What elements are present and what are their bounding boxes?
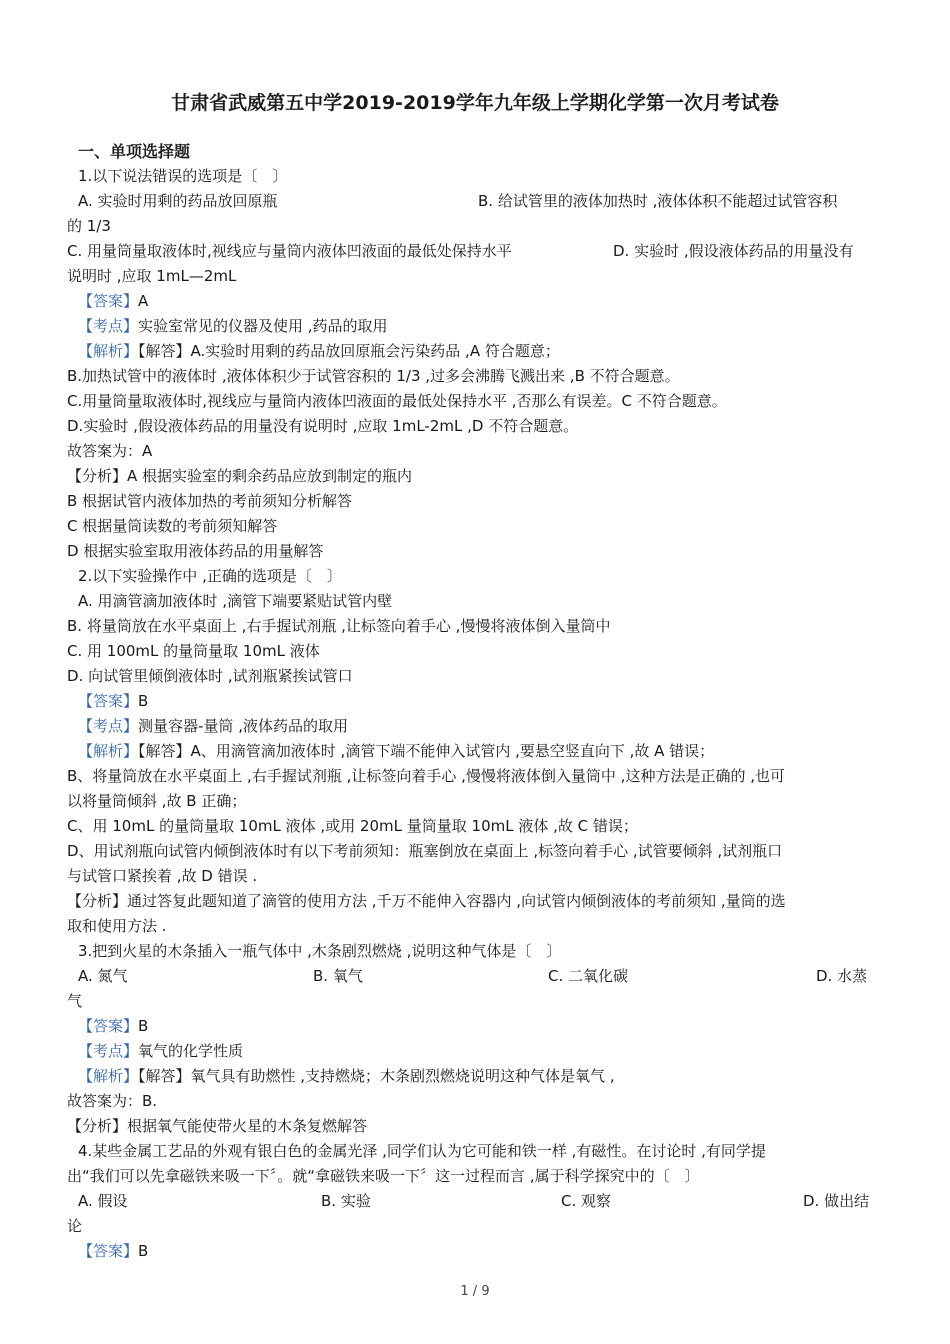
answer-tag: 【答案】 bbox=[78, 1017, 139, 1035]
q1-options-row2 bbox=[67, 241, 887, 261]
q1-answer bbox=[78, 291, 898, 311]
q2-analysis-line: D、用试剂瓶向试管内倾倒液体时有以下考前须知：瓶塞倒放在桌面上 ,标签向着手心 ,试管要倾斜 ,试剂瓶口 bbox=[67, 842, 783, 860]
q4-options-row bbox=[67, 1191, 887, 1211]
q4-option-d-cont: 论 bbox=[67, 1217, 83, 1235]
answer-tag: 【答案】 bbox=[78, 1242, 139, 1260]
q3-stem: 3.把到火星的木条插入一瓶气体中 ,木条剧烈燃烧 ,说明这种气体是〔 〕 bbox=[78, 942, 562, 960]
q3-option-d: D. 水蒸 bbox=[816, 967, 868, 985]
page-number: 1 / 9 bbox=[460, 1284, 490, 1299]
analysis-tag: 【解析】 bbox=[78, 742, 139, 760]
q1-option-c: C. 用量筒量取液体时,视线应与量筒内液体凹液面的最低处保持水平 bbox=[67, 242, 512, 260]
q3-option-b: B. 氧气 bbox=[313, 967, 363, 985]
q4-option-c: C. 观察 bbox=[561, 1192, 612, 1210]
q1-stem: 1.以下说法错误的选项是〔 〕 bbox=[78, 167, 288, 185]
point-tag: 【考点】 bbox=[78, 317, 139, 335]
q1-analysis-line: 【分析】A 根据实验室的剩余药品应放到制定的瓶内 bbox=[67, 467, 413, 485]
q3-analysis-line: 故答案为：B. bbox=[67, 1092, 158, 1110]
q3-analysis-text: 【解答】氧气具有助燃性 ,支持燃烧；木条剧烈燃烧说明这种气体是氧气 , bbox=[138, 1067, 615, 1085]
q1-analysis-line: B.加热试管中的液体时 ,液体体积少于试管容积的 1/3 ,过多会沸腾飞溅出来 ,B 不符合题意。 bbox=[67, 367, 680, 385]
q2-analysis-line: 【分析】通过答复此题知道了滴管的使用方法 ,千万不能伸入容器内 ,向试管内倾倒液体的考前须知 ,量筒的选 bbox=[67, 892, 786, 910]
q1-point-text: 实验室常见的仪器及使用 ,药品的取用 bbox=[138, 317, 388, 335]
answer-tag: 【答案】 bbox=[78, 692, 139, 710]
q2-stem: 2.以下实验操作中 ,正确的选项是〔 〕 bbox=[78, 567, 342, 585]
point-tag: 【考点】 bbox=[78, 1042, 139, 1060]
q2-analysis-line: 以将量筒倾斜 ,故 B 正确； bbox=[67, 792, 247, 810]
q1-options-row1 bbox=[67, 191, 887, 211]
q3-option-d-cont: 气 bbox=[67, 992, 83, 1010]
q2-analysis-line: 取和使用方法 . bbox=[67, 917, 167, 935]
q1-option-b: B. 给试管里的液体加热时 ,液体体积不能超过试管容积 bbox=[478, 192, 838, 210]
q4-answer bbox=[78, 1241, 898, 1261]
q1-analysis-line: C 根据量筒读数的考前须知解答 bbox=[67, 517, 278, 535]
q2-option-a: A. 用滴管滴加液体时 ,滴管下端要紧贴试管内壁 bbox=[78, 592, 393, 610]
q1-analysis bbox=[78, 341, 898, 361]
answer-tag: 【答案】 bbox=[78, 292, 139, 310]
q1-analysis-line: B 根据试管内液体加热的考前须知分析解答 bbox=[67, 492, 353, 510]
q3-analysis-line: 【分析】根据氧气能使带火星的木条复燃解答 bbox=[67, 1117, 368, 1135]
section-heading: 一、单项选择题 bbox=[78, 142, 191, 161]
q2-option-c: C. 用 100mL 的量筒量取 10mL 液体 bbox=[67, 642, 320, 660]
q3-answer-value: B bbox=[138, 1017, 149, 1035]
q3-answer bbox=[78, 1016, 898, 1036]
q1-option-d-cont: 说明时 ,应取 1mL—2mL bbox=[67, 267, 237, 285]
q4-option-d: D. 做出结 bbox=[803, 1192, 870, 1210]
q2-answer bbox=[78, 691, 898, 711]
q2-analysis-text: 【解答】A、用滴管滴加液体时 ,滴管下端不能伸入试管内 ,要悬空竖直向下 ,故 A 错误； bbox=[138, 742, 715, 760]
q1-analysis-text: 【解答】A.实验时用剩的药品放回原瓶会污染药品 ,A 符合题意； bbox=[138, 342, 560, 360]
q2-analysis-line: B、将量筒放在水平桌面上 ,右手握试剂瓶 ,让标签向着手心 ,慢慢将液体倒入量筒中 ,这种方法是正确的 ,也可 bbox=[67, 767, 785, 785]
q3-point bbox=[78, 1041, 898, 1061]
point-tag: 【考点】 bbox=[78, 717, 139, 735]
q2-point bbox=[78, 716, 898, 736]
q3-option-c: C. 二氧化碳 bbox=[548, 967, 629, 985]
q3-options-row bbox=[67, 966, 887, 986]
q4-stem-cont: 出“我们可以先拿磁铁来吸一下〞。就“拿磁铁来吸一下〞这一过程而言 ,属于科学探究中的〔 〕 bbox=[67, 1167, 700, 1185]
q2-analysis-line: 与试管口紧挨着 ,故 D 错误 . bbox=[67, 867, 258, 885]
q1-analysis-line: D 根据实验室取用液体药品的用量解答 bbox=[67, 542, 324, 560]
q2-analysis-line: C、用 10mL 的量筒量取 10mL 液体 ,或用 20mL 量筒量取 10mL 液体 ,故 C 错误； bbox=[67, 817, 638, 835]
q2-analysis bbox=[78, 741, 898, 761]
q4-stem: 4.某些金属工艺品的外观有银白色的金属光泽 ,同学们认为它可能和铁一样 ,有磁性。在讨论时 ,有同学提 bbox=[78, 1142, 766, 1160]
q1-analysis-line: D.实验时 ,假设液体药品的用量没有说明时 ,应取 1mL-2mL ,D 不符合题意。 bbox=[67, 417, 579, 435]
q1-option-b-cont: 的 1/3 bbox=[67, 217, 111, 235]
q3-option-a: A. 氮气 bbox=[78, 967, 128, 985]
q1-analysis-line: C.用量筒量取液体时,视线应与量筒内液体凹液面的最低处保持水平 ,否那么有误差。C 不符合题意。 bbox=[67, 392, 727, 410]
q1-option-a: A. 实验时用剩的药品放回原瓶 bbox=[78, 192, 278, 210]
q1-answer-value: A bbox=[138, 292, 149, 310]
analysis-tag: 【解析】 bbox=[78, 342, 139, 360]
q1-option-d: D. 实验时 ,假设液体药品的用量没有 bbox=[613, 242, 854, 260]
analysis-tag: 【解析】 bbox=[78, 1067, 139, 1085]
q1-analysis-line: 故答案为：A bbox=[67, 442, 153, 460]
q3-point-text: 氧气的化学性质 bbox=[138, 1042, 244, 1060]
q4-option-b: B. 实验 bbox=[321, 1192, 371, 1210]
q2-point-text: 测量容器-量筒 ,液体药品的取用 bbox=[138, 717, 348, 735]
q4-answer-value: B bbox=[138, 1242, 149, 1260]
q2-option-d: D. 向试管里倾倒液体时 ,试剂瓶紧挨试管口 bbox=[67, 667, 353, 685]
q1-point bbox=[78, 316, 898, 336]
q3-analysis bbox=[78, 1066, 898, 1086]
document-title: 甘肃省武威第五中学2019-2019学年九年级上学期化学第一次月考试卷 bbox=[171, 92, 779, 114]
q2-option-b: B. 将量筒放在水平桌面上 ,右手握试剂瓶 ,让标签向着手心 ,慢慢将液体倒入量筒中 bbox=[67, 617, 611, 635]
q4-option-a: A. 假设 bbox=[78, 1192, 128, 1210]
q2-answer-value: B bbox=[138, 692, 149, 710]
